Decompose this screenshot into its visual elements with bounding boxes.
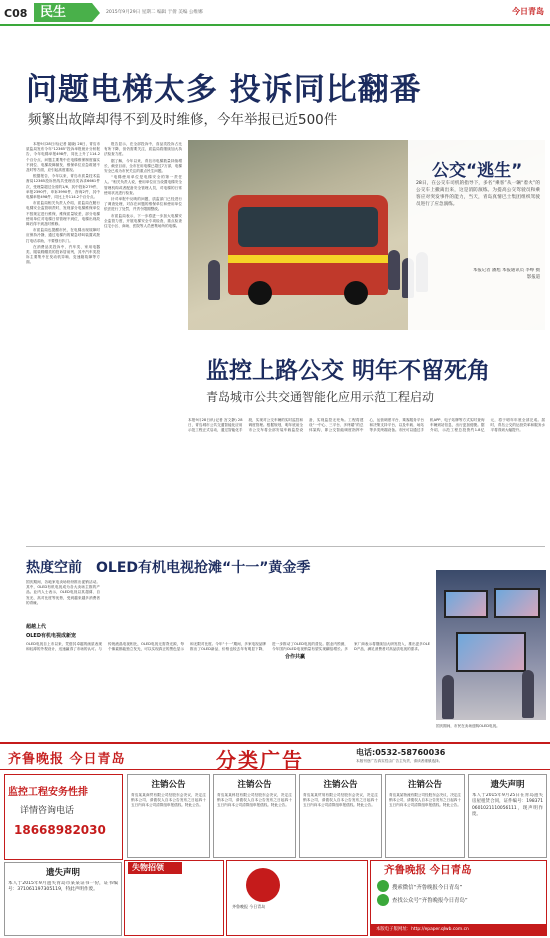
wechat-promo-logo: 齐鲁晚报 今日青岛	[384, 864, 472, 876]
oled-photo-caption: 国庆期间，市民在卖场选购OLED电视。	[436, 724, 500, 728]
paragraph: 报告显示，在全部投诉中，食品类投诉占比有所下降，但仍需要关注，质监局将继续加大执法检查力度。	[104, 142, 182, 157]
ad-fine-print: 本版刊登广告真实性由广告主负责，请读者谨慎选择。	[356, 759, 443, 763]
story3-subheading-3: 合作共赢	[285, 654, 306, 660]
paragraph: 根据报告，今年以来，青岛市质量技术监督局12365投诉热线共受理各类诉求6661件次，受理量超过全省的1/6，其中投诉279件，举报2390件，申诉3990件，咨询2件，其中电梯举报498件，同比上升114.2个百分点。	[26, 174, 100, 200]
notice-body: 青岛某某商贸有限公司经股东会决议，决定注销本公司，请债权人自本公告发布之日起四十五日内向本公司清算组申报债权。特此公告。	[131, 793, 206, 808]
photo-credit: 本报记者 潘旭 本报通讯员 李峥 摄影报道	[472, 268, 540, 280]
notice-box	[468, 774, 547, 858]
paragraph: 本报9月28日讯(记者 晁晓) 28日，青岛市质监局发布今年“12365”投诉举报统计分析报告，今年电梯举报498件，同比上升了114.2个百分点，问题主要集中在电梯维保制度落实不到位、电梯故障频发、维保单位应急救援不及时等方面，应引起高度重视。	[26, 142, 100, 173]
epaper-url[interactable]: 本版电子版网址：http://epaper.qlwb.com.cn	[370, 924, 547, 936]
story1-column-2	[104, 142, 182, 542]
paragraph: 市质监局相关负责人介绍，质监局在履行电梯安全监管职责时，发现部分电梯维保单位不按规定进行维保，维保质量较差，部分电梯使用单位对电梯日常管理不到位，电梯出现故障后得不到及时维修。	[26, 201, 100, 227]
lost-notice-box	[4, 862, 122, 936]
header-info: 2015年9月29日 星期二 编辑 于倩 美编 公维娜	[106, 10, 203, 15]
paragraph: 针对举报中反映的问题，质监部门已经进行了调查处理，对存在问题的维保单位和使用单位依法进行了处罚，并责令限期整改。	[104, 197, 182, 212]
notice-body: 本人于2015年9月遗失青岛市某某证书一份，证书编号：371061197305119，特此声明作废。	[8, 881, 118, 893]
notice-title: 注销公告	[407, 780, 442, 790]
ad-left-detail: 详情咨询电话	[20, 806, 75, 816]
photo-title: 公交“逃生”	[432, 161, 523, 181]
story3-subheading-1: 超越上代	[26, 624, 47, 630]
paragraph: 市质监局也提醒市民，在电梯出现故障时应保持冷静，通过电梯内的紧急呼叫装置或拨打电话求助，不要强行扒门。	[26, 228, 100, 243]
ad-phone	[356, 747, 445, 758]
notice-box	[385, 774, 465, 858]
notice-title: 遗失声明	[45, 868, 80, 878]
page-number: C08	[4, 7, 28, 20]
story3-subheading-2: OLED有机电视成新宠	[26, 633, 77, 639]
story2-headline: 监控上路公交 明年不留死角	[206, 358, 491, 384]
ad-left-phone: 18668982030	[14, 823, 106, 837]
story2-subheadline: 青岛城市公共交通智能化应用示范工程启动	[206, 390, 435, 404]
notice-box	[127, 774, 210, 858]
notice-body: 本人于2015年9月25日在青岛遗失房屋租赁合同，证件编号：1983710601021110056111，现声明作废。	[472, 793, 543, 818]
story2-body: 本报9月28日讯(记者 宫文静) 28日，青岛城市公共交通智能化应用示范工程正式启动，通过智能化手段，实现对公交车辆的实时监控和调度管理。根据规划，明年底前全市公交车将全部安装车载监控设备，实现监控无死角。工程将建设“一中心、三平台、多终端”的总体架构，即公交智能调度指挥中心，运营调度平台、乘客服务平台和决策支持平台，以及车载、场站等多类终端设备。市民可以通过手机APP、电子站牌等方式实时查询车辆到站信息，出行更加便捷。据介绍，示范工程总投资约1.8亿元，将于明年年底全部完成。届时，青岛公交的运营效率和服务水平将得到大幅提升。	[188, 418, 545, 433]
notice-title: 注销公告	[237, 780, 272, 790]
wechat-icon	[377, 894, 389, 906]
story3-body: OLED电视自上市以来，凭借其卓越的画质表现和轻薄的外观设计，迅速赢得了市场的认可。与传统液晶电视相比，OLED电视无需背光源，每个像素都能独立发光，可以实现真正的黑色显示和无限对比度。今年“十一”期间，多家电视品牌推出了OLED新品，价格也较去年有明显下降，进一步推动了OLED电视的普及。据业内预测，今年国内OLED电视销量有望实现翻倍增长。多家厂商表示将继续加大研发投入，推出更多OLED产品，满足消费者对高品质电视的需求。	[26, 642, 430, 652]
story1-subheadline: 频繁出故障却得不到及时维修，今年举报已近500件	[28, 112, 338, 128]
wechat-icon	[377, 880, 389, 892]
promo-ad-text: 齐鲁晚报 今日青岛	[232, 904, 266, 909]
phone-label: 电话:	[356, 748, 376, 757]
promo-ad-box	[226, 860, 368, 936]
notice-body: 青岛某某科技有限公司经股东会决议，决定注销本公司，请债权人自本公告发布之日起四十五日内向本公司清算组申报债权。特此公告。	[217, 793, 292, 808]
notice-box	[299, 774, 382, 858]
ad-left-title: 监控工程安务性排	[8, 787, 88, 798]
paragraph: 市质监局表示，下一步将进一步加大电梯安全监管力度，开展电梯安全专项检查，重点检查住宅小区、商场、医院等人员密集场所的电梯。	[104, 213, 182, 229]
brand-name: 今日青岛	[512, 7, 544, 16]
wechat-promo-line-1: 搜索微信“齐鲁晚报今日青岛”	[392, 885, 463, 891]
bus-illustration	[228, 195, 388, 295]
oled-tv-photo	[436, 570, 546, 720]
notice-box	[213, 774, 296, 858]
notice-title: 遗失声明	[490, 780, 525, 790]
wechat-promo-line-2: 查找公众号“齐鲁晚报今日青岛”	[392, 898, 468, 904]
story3-lead: 国庆期间，各地家电卖场纷纷推出促销活动。其中，OLED有机电视成为各大卖场主推的产品。业内人士表示，OLED电视以其超薄、自发光、高对比度等优势，受到越来越多消费者的青睐。	[26, 580, 100, 605]
notice-title: 注销公告	[151, 780, 186, 790]
phone-number: 0532-58760036	[375, 748, 446, 757]
story3-headline: 热度空前 OLED有机电视抢滩“十一”黄金季	[26, 560, 311, 576]
story1-column-1	[26, 142, 100, 542]
paragraph: 在消费品类投诉中，汽车类、家用电器类、服装鞋帽类的投诉居前列，其中汽车类投诉主要集中在发动机异响、变速箱故障等方面。	[26, 244, 100, 265]
newspaper-logo: 齐鲁晚报 今日青岛	[8, 752, 126, 767]
notice-body: 青岛某某贸易有限公司经股东会决议，决定注销本公司，请债权人自本公告发布之日起四十五日内向本公司清算组申报债权。特此公告。	[303, 793, 378, 808]
notice-body: 青岛某某物流有限公司经股东会决议，决定注销本公司，请债权人自本公告发布之日起四十五日内向本公司清算组申报债权。特此公告。	[389, 793, 461, 808]
story1-headline: 问题电梯太多 投诉同比翻番	[26, 72, 422, 108]
classified-ads-title: 分类广告	[216, 748, 304, 772]
photo-caption: 28日，在公交车司机的指导下，多名“乘客”从一辆“着火”的公交车上撤离出来，这是消防演练。为提高公交驾驶员和乘客应对突发事件的能力，当天，青岛真情巴士集团组织驾驶员进行了应急演练。	[416, 181, 540, 207]
notice-title: 注销公告	[323, 780, 358, 790]
paragraph: “电梯使用单位是电梯安全的第一责任人。”相关负责人说，使用单位应当设置电梯安全管理机构或者配备安全管理人员，对电梯的日常使用状况进行检查。	[104, 175, 182, 195]
divider	[26, 546, 545, 547]
newspaper-seal-icon	[246, 868, 280, 902]
lost-and-found-badge: 失物招领	[128, 862, 182, 874]
section-tag: 民生	[34, 3, 92, 22]
paragraph: 据了解，今年以来，青岛市电梯数量持续增长，截至目前，全市在用电梯已超过7万部，电梯安全已成为市民关注的重点民生问题。	[104, 158, 182, 174]
